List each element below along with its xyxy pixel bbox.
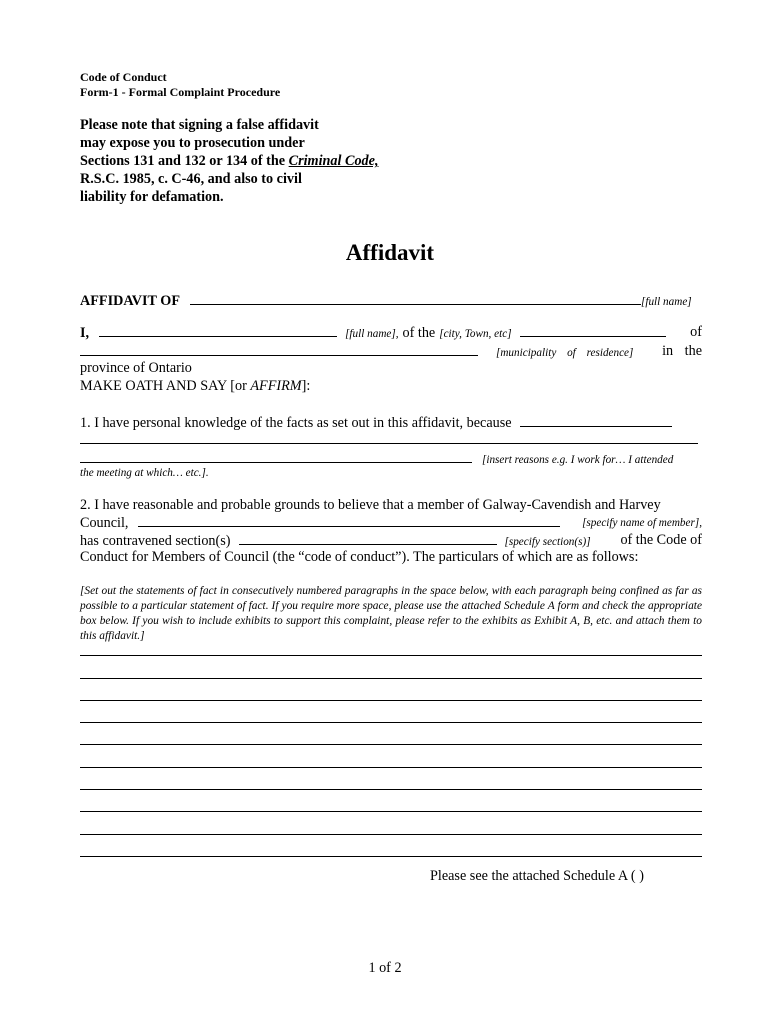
- oath-city-field[interactable]: [520, 324, 666, 337]
- form-header: [80, 70, 280, 100]
- statement-line-3[interactable]: [80, 700, 702, 701]
- oath-municipality-field[interactable]: [80, 343, 478, 356]
- statement-line-6[interactable]: [80, 767, 702, 768]
- para2-of-code: of the Code of: [620, 532, 702, 548]
- warning-line-4: R.S.C. 1985, c. C-46, and also to civil: [80, 171, 302, 187]
- member-name-field[interactable]: [138, 514, 560, 527]
- statement-line-7[interactable]: [80, 789, 702, 790]
- oath-full-name-field[interactable]: [99, 324, 337, 337]
- warning-line-2: may expose you to prosecution under: [80, 135, 305, 151]
- oath-row-1: [80, 324, 702, 342]
- page-number: 1 of 2: [368, 960, 402, 976]
- oath-full-name-hint: [full name],: [345, 328, 399, 340]
- oath-city-hint: [city, Town, etc]: [439, 328, 512, 340]
- statement-line-4[interactable]: [80, 722, 702, 723]
- oath-municipality-hint: [municipality of residence]: [496, 347, 634, 359]
- para1-reason-line-2[interactable]: [80, 443, 698, 444]
- member-name-hint: [specify name of member],: [582, 517, 702, 529]
- oath-row-2: [80, 343, 702, 361]
- para1-hint-a: [insert reasons e.g. I work for… I attended: [482, 454, 674, 466]
- para2-contravened: has contravened section(s): [80, 533, 231, 549]
- affidavit-of-label: AFFIDAVIT OF: [80, 293, 180, 309]
- affirm-text: AFFIRM: [250, 378, 302, 394]
- para2-section-row: [80, 532, 702, 550]
- para1-row: [80, 414, 672, 432]
- affidavit-of-row: [80, 292, 692, 310]
- section-hint: [specify section(s)]: [504, 536, 591, 548]
- header-line-1: Code of Conduct: [80, 70, 167, 84]
- para1-reason-line-3[interactable]: [80, 450, 472, 463]
- para1-reason-field[interactable]: [520, 414, 672, 427]
- oath-of-the: of the: [402, 325, 436, 341]
- false-affidavit-warning: [80, 116, 379, 206]
- warning-line-5: liability for defamation.: [80, 189, 224, 205]
- criminal-code-reference: Criminal Code,: [288, 153, 379, 169]
- page-title: Affidavit: [345, 240, 435, 265]
- make-oath-prefix: MAKE OATH AND SAY [or: [80, 378, 251, 394]
- make-oath-line: [80, 378, 310, 395]
- statement-line-10[interactable]: [80, 856, 702, 857]
- statement-line-2[interactable]: [80, 678, 702, 679]
- para1-text: 1. I have personal knowledge of the facts as set out in this affidavit, because: [80, 415, 512, 431]
- oath-province: province of Ontario: [80, 360, 192, 376]
- para2-council: Council,: [80, 515, 129, 531]
- schedule-a-checkbox[interactable]: Please see the attached Schedule A ( ): [430, 868, 644, 884]
- para1-hint-row: [80, 450, 673, 468]
- para2-council-row: [80, 514, 702, 532]
- make-oath-suffix: ]:: [301, 378, 311, 394]
- oath-i-label: I,: [80, 325, 90, 341]
- statement-instructions: [Set out the statements of fact in consecutively numbered paragraphs in the space below, with each paragraph being confined as far as possible to a particular statement of fact. If you require more space, please use the attached Schedule A form and check the appropriate box below. If you wish to include exhibits to support this complaint, please refer to the exhibits as Exhibit A, B, etc. and attach them to this affidavit.]: [80, 585, 702, 642]
- para2-line-4: Conduct for Members of Council (the “code of conduct”). The particulars of which are as follows:: [80, 549, 639, 565]
- warning-line-1: Please note that signing a false affidavit: [80, 117, 319, 133]
- section-field[interactable]: [239, 532, 497, 545]
- affidavit-full-name-field[interactable]: [190, 292, 641, 305]
- statement-line-5[interactable]: [80, 744, 702, 745]
- warning-line-3-text: Sections 131 and 132 or 134 of the: [80, 153, 289, 169]
- para1-hint-b: the meeting at which… etc.].: [80, 467, 209, 479]
- header-line-2: Form-1 - Formal Complaint Procedure: [80, 85, 281, 99]
- statement-line-9[interactable]: [80, 834, 702, 835]
- statement-line-8[interactable]: [80, 811, 702, 812]
- affidavit-full-name-hint: [full name]: [640, 296, 692, 308]
- statement-line-1[interactable]: [80, 655, 702, 656]
- oath-of: of: [690, 324, 702, 340]
- warning-line-3: [80, 152, 379, 170]
- para2-line-1: 2. I have reasonable and probable grounds to believe that a member of Galway-Cavendish and Harvey: [80, 497, 661, 513]
- oath-in-the: in the: [662, 343, 702, 359]
